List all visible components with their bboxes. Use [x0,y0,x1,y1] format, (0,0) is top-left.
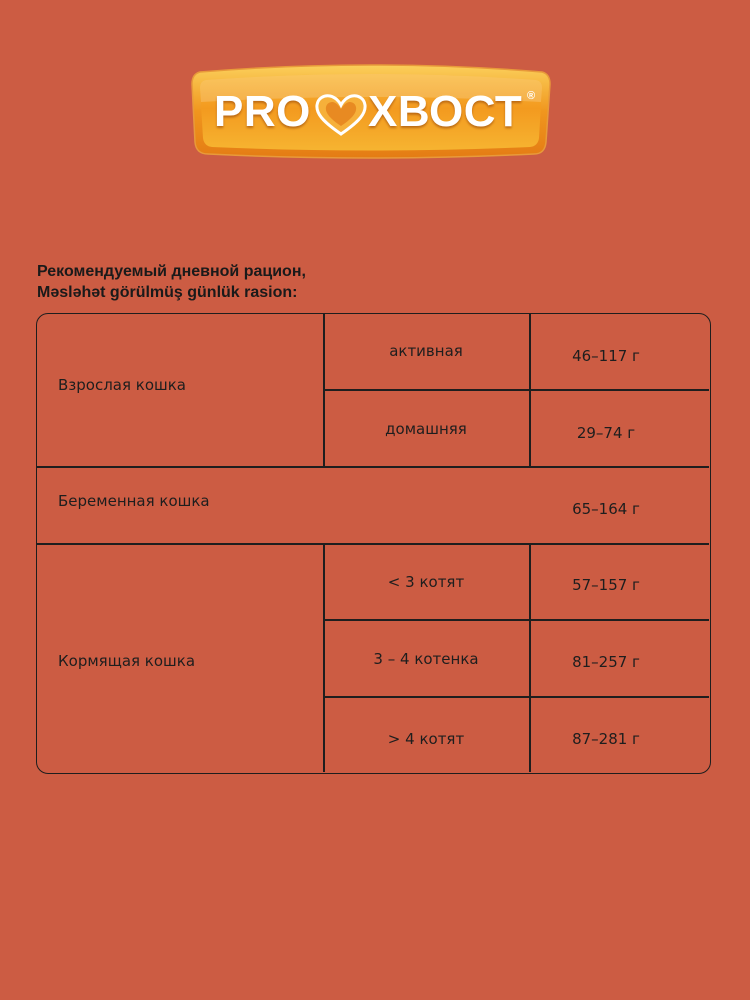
condition-under-3: < 3 котят [387,573,465,591]
row-divider-nursing-sub2 [324,696,709,698]
ration-table [36,313,711,774]
amount-pregnant: 65–164 г [572,500,640,518]
brand-logo [190,62,552,162]
heading-line-az: Məsləhət görülmüş günlük rasion: [37,284,298,301]
row-divider-adult [37,466,709,468]
condition-3-4: 3 – 4 котенка [373,650,479,668]
amount-over-4: 87–281 г [572,730,640,748]
heart-icon [314,94,368,136]
category-pregnant: Беременная кошка [58,492,210,510]
amount-indoor: 29–74 г [576,424,636,442]
heading-line-ru: Рекомендуемый дневной рацион, [37,263,306,280]
ration-heading [37,261,306,303]
amount-3-4: 81–257 г [572,653,640,671]
condition-over-4: > 4 котят [387,730,465,748]
brand-pro: PRO [214,87,311,136]
category-adult: Взрослая кошка [58,376,186,394]
row-divider-adult-sub [324,389,709,391]
amount-active: 46–117 г [572,347,640,365]
col-divider-2c [529,543,531,772]
brand-hvost: ХВОСТ [368,87,523,136]
col-divider-1c [323,543,325,772]
row-divider-pregnant [37,543,709,545]
condition-indoor: домашняя [385,420,467,438]
row-divider-nursing-sub1 [324,619,709,621]
condition-active: активная [389,342,463,360]
category-nursing: Кормящая кошка [58,652,196,670]
amount-under-3: 57–157 г [572,576,640,594]
registered-mark: ® [527,90,536,102]
